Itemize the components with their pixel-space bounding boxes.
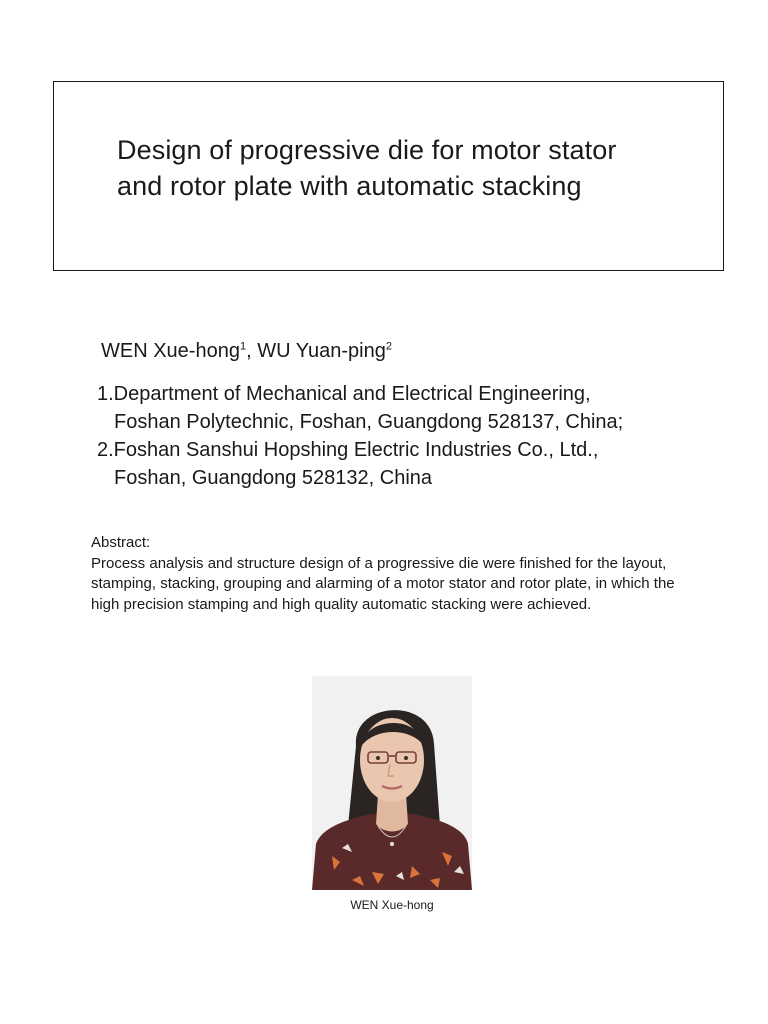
affiliation-list <box>97 380 623 492</box>
photo-caption: WEN Xue-hong <box>350 898 434 912</box>
author-2-affiliation-mark: 2 <box>385 340 392 353</box>
affiliation-2-line-2: Foshan, Guangdong 528132, China <box>114 467 433 489</box>
author-list <box>101 338 392 364</box>
author-photo <box>312 676 472 890</box>
author-portrait-illustration <box>312 676 472 890</box>
affiliation-item <box>97 380 623 436</box>
affiliation-1-line-2: Foshan Polytechnic, Foshan, Guangdong 528137, China; <box>114 411 624 433</box>
author-separator: , <box>246 340 258 362</box>
abstract-label: Abstract: <box>91 534 151 551</box>
author-2-name: WU Yuan-ping <box>257 340 386 362</box>
title-line-2: and rotor plate with automatic stacking <box>117 171 582 201</box>
paper-title <box>117 132 697 204</box>
abstract-text: Process analysis and structure design of a progressive die were finished for the layout, stamping, stacking, grouping and alarming of a motor stator and rotor plate, in which the high precision stamping and high quality automatic stacking were achieved. <box>91 554 675 613</box>
abstract-section <box>91 533 701 615</box>
affiliation-item <box>97 436 623 492</box>
author-1-affiliation-mark: 1 <box>239 340 247 353</box>
affiliation-2-line-1: 2.Foshan Sanshui Hopshing Electric Industries Co., Ltd., <box>97 439 599 461</box>
title-box <box>53 81 724 271</box>
affiliation-1-line-1: 1.Department of Mechanical and Electrical Engineering, <box>97 383 591 405</box>
title-line-1: Design of progressive die for motor stator <box>117 135 617 165</box>
author-1-name: WEN Xue-hong <box>101 340 240 362</box>
